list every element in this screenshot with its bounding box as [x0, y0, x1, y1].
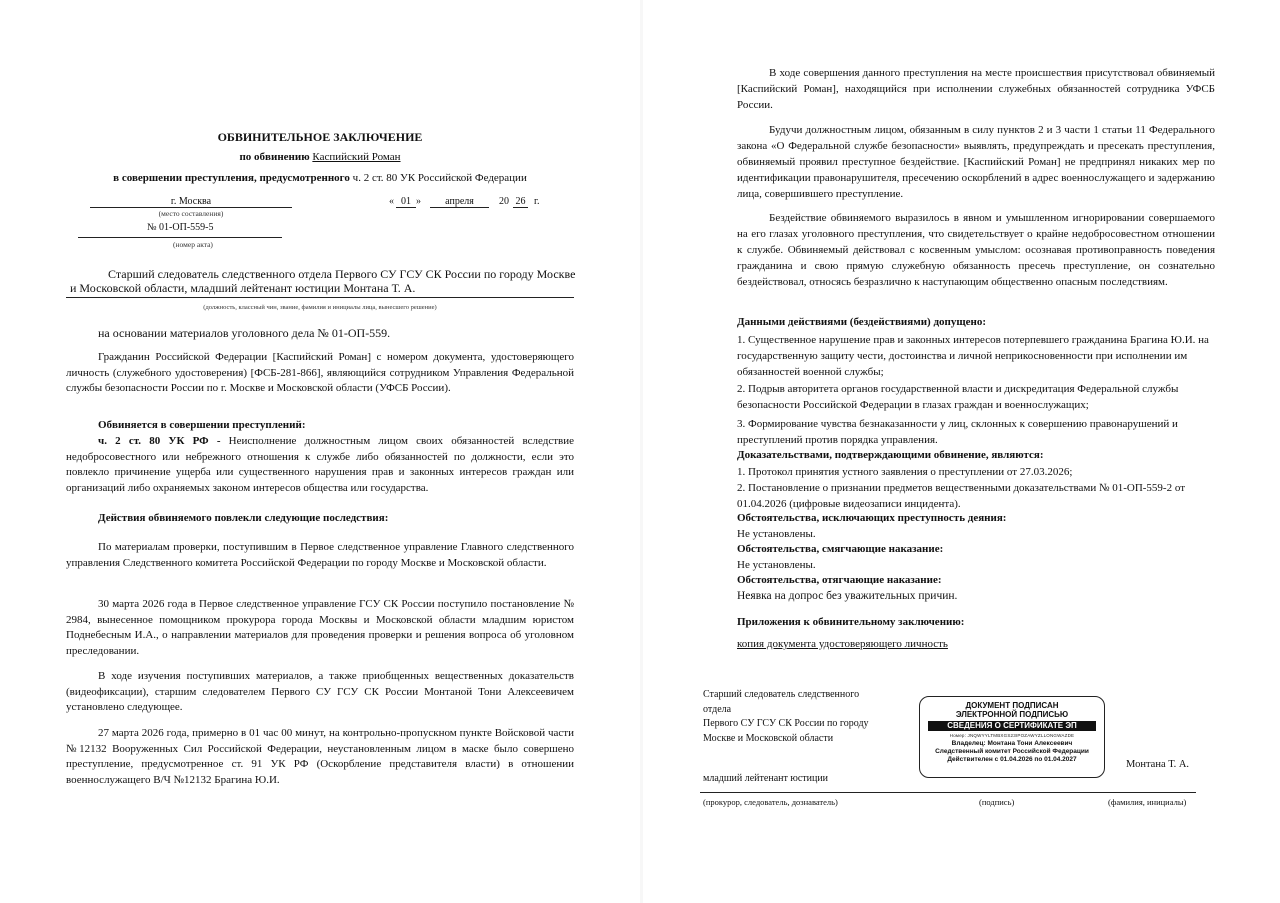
mitigating-heading: Обстоятельства, смягчающие наказание:: [737, 543, 944, 555]
citizen-paragraph: Гражданин Российской Федерации [Каспийский Роман] с номером документа, удостоверяющего личность (служебного удостоверения) [ФСБ-281-866], являющийся сотрудником Управления Федеральной службы безопасности России по г. Москве и Московской области (УФСБ России).: [66, 351, 574, 394]
excluding-heading: Обстоятельства, исключающих преступность деяния:: [737, 512, 1007, 524]
aggravating-heading: Обстоятельства, отягчающие наказание:: [737, 574, 942, 586]
signer-line-4: Москве и Московской области: [703, 732, 834, 744]
caption-name: (фамилия, инициалы): [1108, 797, 1187, 807]
right-para-2: Будучи должностным лицом, обязанным в силу пунктов 2 и 3 части 1 статьи 11 Федерального закона «О Федеральной службе безопасности» выявлять, предупреждать и пресекать преступления, обвиняемый проявил преступное бездействие. [Каспийский Роман] не предпринял никаких мер по идентификации правонарушителя, пресечению оскорблений в адрес военнослужащего и задержанию лица, совершившего преступление.: [737, 124, 1215, 200]
accused-name: Каспийский Роман: [312, 151, 401, 163]
article-number: ч. 2 ст. 80 УК РФ -: [98, 435, 221, 447]
result-item-3: 3. Формирование чувства безнаказанности у лиц, склонных к совершению правонарушений и преступлений против порядка управления.: [737, 418, 1178, 446]
evidence-heading: Доказательствами, подтверждающими обвинение, являются:: [737, 449, 1044, 461]
result-item-1: 1. Существенное нарушение прав и законных интересов потерпевшего гражданина Брагина Ю.И. на государственную защиту чести, достоинства и личной неприкосновенности при исполнении им обязанностей военной службы;: [737, 334, 1209, 378]
signer-name: Монтана Т. А.: [1126, 759, 1190, 770]
consequences-para-3: В ходе изучения поступивших материалов, а также приобщенных вещественных доказательств (видеофиксации), старшим следователем Первого СУ ГСУ СК России Монтаной Тони Алексеевичем установлено следующее.: [66, 670, 574, 713]
signature-underline: [700, 792, 1196, 793]
aggravating-value: Неявка на допрос без уважительных причин.: [737, 590, 958, 602]
crime-prefix: в совершении преступления, предусмотренного: [113, 172, 350, 184]
stamp-certificate-bar: СВЕДЕНИЯ О СЕРТИФИКАТЕ ЭП: [928, 721, 1096, 731]
date-year: 26: [515, 196, 526, 207]
result-item-2: 2. Подрыв авторитета органов государственной власти и дискредитация Федеральной службы безопасности Российской Федерации в глазах граждан и военнослужащих;: [737, 383, 1179, 411]
date-open: «: [389, 196, 394, 207]
signer-position: [703, 688, 869, 746]
signer-line-3: Первого СУ ГСУ СК России по городу: [703, 718, 869, 729]
date-month-underline: [430, 207, 489, 208]
consequences-para-1: По материалам проверки, поступившим в Первое следственное управление Главного следственного управления Следственного комитета Российской Федерации по городу Москве и Московской области.: [66, 541, 574, 569]
mitigating-value: Не установлены.: [737, 559, 816, 571]
attachments-heading: Приложения к обвинительному заключению:: [737, 616, 965, 628]
date-day: 01: [401, 196, 411, 207]
right-para-1: В ходе совершения данного преступления на месте происшествия присутствовал обвиняемый [Каспийский Роман], находящийся при исполнении служебных обязанностей сотрудника УФСБ России.: [737, 67, 1215, 111]
article-text: Неисполнение должностным лицом своих обязанностей вследствие недобросовестного или небрежного отношения к службе либо обязанностей по должности, если это повлекло причинение ущерба или существенного нарушения прав и законных интересов граждан или организаций либо охраняемых законом интересов общества или государства.: [66, 435, 574, 494]
stamp-org: Следственный комитет Российской Федерации: [935, 748, 1089, 755]
author-caption: (должность, классный чин, звание, фамилия и инициалы лица, вынесшего решение): [203, 304, 437, 311]
place-caption: (место составления): [158, 209, 224, 218]
evidence-item-1: 1. Протокол принятия устного заявления о преступлении от 27.03.2026;: [737, 466, 1073, 478]
author-underline: [66, 297, 574, 298]
date-year-prefix: 20: [499, 196, 509, 207]
attachment-item: копия документа удостоверяющего личность: [737, 638, 948, 650]
crime-line: [0, 172, 640, 184]
stamp-valid: Действителен с 01.04.2026 по 01.04.2027: [947, 756, 1077, 763]
act-number: № 01-ОП-559-5: [147, 222, 214, 233]
author-line-1: Старший следователь следственного отдела Первого СУ ГСУ СК России по городу Москве: [108, 267, 576, 281]
signer-line-1: Старший следователь следственного: [703, 689, 860, 700]
act-number-underline: [78, 237, 282, 238]
caption-position: (прокурор, следователь, дознаватель): [703, 797, 838, 807]
date-day-underline: [396, 207, 416, 208]
excluding-value: Не установлены.: [737, 528, 816, 540]
date-month: апреля: [445, 196, 474, 207]
stamp-line-1: ДОКУМЕНТ ПОДПИСАН: [965, 701, 1059, 710]
place-value: г. Москва: [170, 196, 212, 207]
consequences-para-4: 27 марта 2026 года, примерно в 01 час 00 минут, на контрольно-пропускном пункте Войсковой части №12132 Вооруженных Сил Российской Федерации, неустановленным лицом в маске было совершено преступление, предусмотренное ст. 91 УК РФ (Оскорбление представителя власти) в отношении военнослужащего В/Ч №12132 Брагина Ю.И.: [66, 727, 574, 786]
right-para-3: Бездействие обвиняемого выразилось в явном и умышленном игнорировании совершаемого на его глазах уголовного преступления, что свидетельствует о крайне недобросовестном отношении к службе. Обвиняемый действовал с косвенным умыслом: осознавая противоправность поведения гражданина и свою прямую служебную обязанность пресечь преступление, он сознательно бездействовал, относясь безразлично к наступающим общественно опасным последствиям.: [737, 212, 1215, 288]
date-suffix: г.: [534, 196, 540, 207]
act-caption: (номер акта): [173, 240, 213, 249]
article-paragraph: [66, 434, 574, 496]
signer-rank: младший лейтенант юстиции: [703, 773, 829, 784]
basis-text: на основании материалов уголовного дела № 01-ОП-559.: [98, 326, 391, 340]
stamp-number: Номер: JNQWYYLTMBXGS23IPOZAWYZLLONGWAZDE: [949, 733, 1075, 738]
electronic-signature-stamp: [919, 696, 1105, 778]
stamp-line-2: ЭЛЕКТРОННОЙ ПОДПИСЬЮ: [955, 710, 1069, 719]
author-line-2: и Московской области, младший лейтенант юстиции Монтана Т. А.: [70, 281, 416, 295]
place-underline: [90, 207, 292, 208]
page-right: [643, 0, 1280, 903]
stamp-owner: Владелец: Монтана Тони Алексеевич: [951, 740, 1073, 747]
consequences-heading: Действия обвиняемого повлекли следующие последствия:: [98, 512, 389, 524]
charge-line: [0, 151, 640, 163]
date-close: »: [416, 196, 421, 207]
results-heading: Данными действиями (бездействиями) допущено:: [737, 316, 987, 328]
charge-prefix: по обвинению: [239, 151, 310, 163]
date-year-underline: [513, 207, 528, 208]
document-title: ОБВИНИТЕЛЬНОЕ ЗАКЛЮЧЕНИЕ: [217, 130, 423, 144]
caption-signature: (подпись): [979, 797, 1015, 807]
evidence-item-2: 2. Постановление о признании предметов вещественными доказательствами № 01-ОП-559-2 от 01.04.2026 (цифровые видеозаписи инцидента).: [737, 482, 1186, 510]
signer-line-2: отдела: [703, 703, 732, 715]
consequences-para-2: 30 марта 2026 года в Первое следственное управление ГСУ СК России поступило постановление № 2984, вынесенное помощником прокурора города Москвы и Московской области младшим юристом Поднебесным И.А., о направлении материалов для проведения проверки и решения вопроса об уголовном преследовании.: [66, 598, 574, 657]
crime-article: ч. 2 ст. 80 УК Российской Федерации: [352, 172, 527, 184]
accused-heading: Обвиняется в совершении преступлений:: [98, 419, 306, 431]
